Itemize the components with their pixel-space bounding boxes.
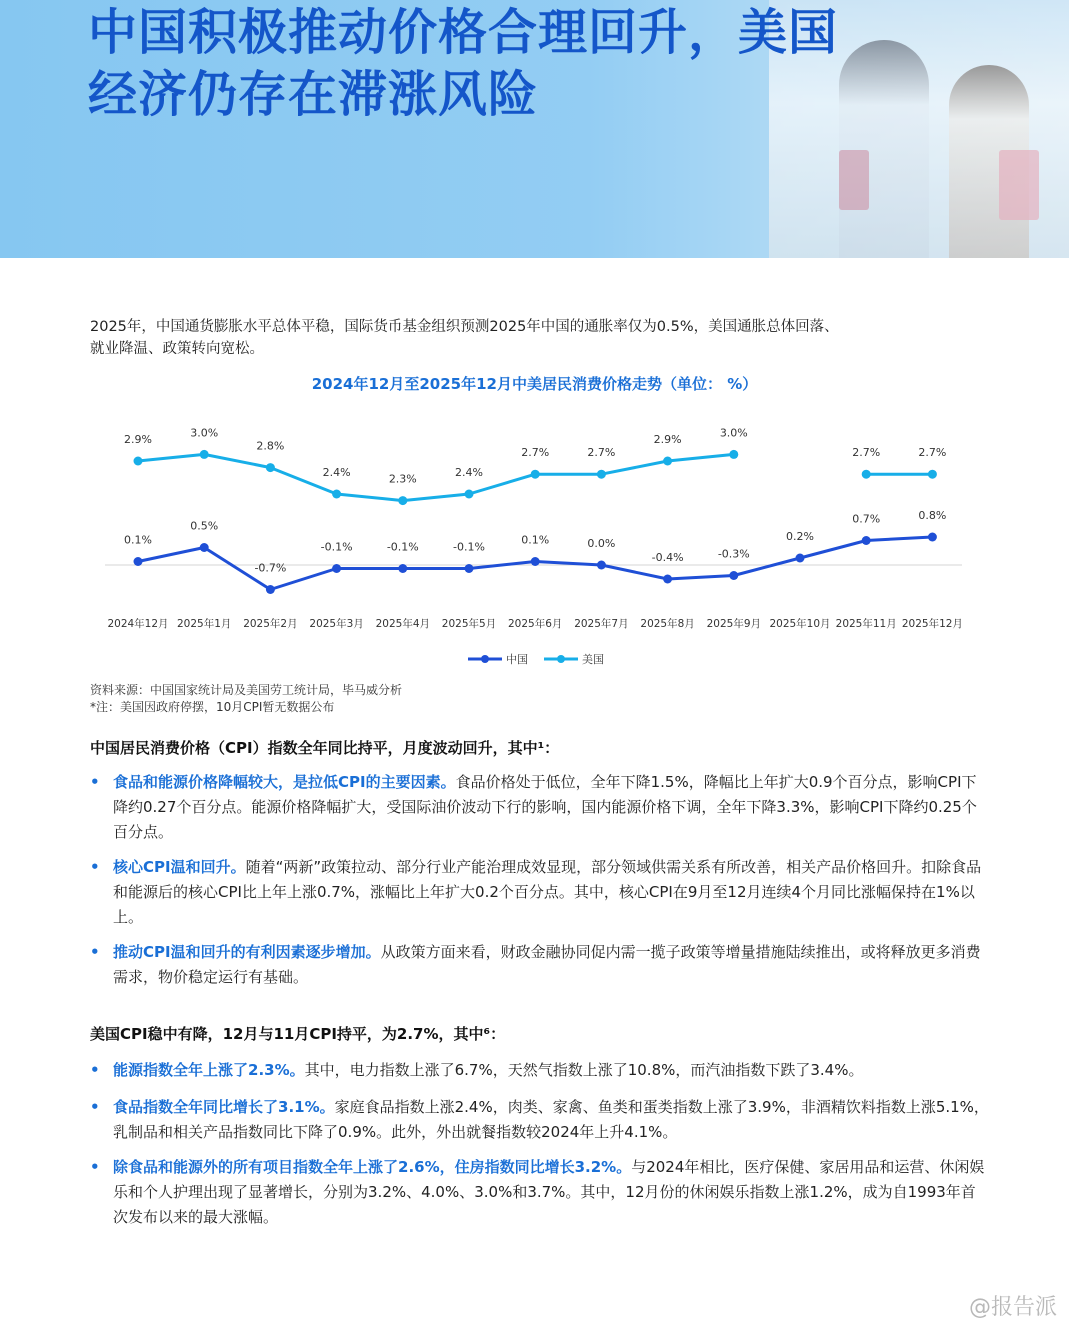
data-point [796,554,805,563]
bullet-text: 家庭食品指数上涨2.4%，肉类、家禽、鱼类和蛋类指数上涨了3.9%，非酒精饮料指数上涨5.1%，乳制品和相关产品指数同比下降了0.9%。此外，外出就餐指数较2024年上升4.1%。 [113,1098,989,1141]
data-point [862,536,871,545]
data-label: 2.9% [124,433,152,446]
bullet-highlight: 除食品和能源外的所有项目指数全年上涨了2.6%，住房指数同比增长3.2%。 [113,1158,632,1176]
page-title-line1: 中国积极推动价格合理回升，美国 [88,4,839,61]
data-label: 0.0% [587,537,616,550]
x-tick-label: 2025年6月 [507,618,563,630]
x-tick-label: 2025年3月 [309,618,364,630]
data-point [663,575,672,584]
data-label: 2.7% [587,446,616,460]
china-bullet-list [90,770,990,990]
x-tick-label: 2025年9月 [706,618,762,630]
intro-paragraph [90,316,990,360]
list-item [90,1095,990,1145]
bullet-highlight: 推动CPI温和回升的有利因素逐步增加。 [113,943,381,961]
legend-marker [481,655,489,663]
data-point [729,450,738,459]
data-label: 2.7% [521,446,550,460]
shopping-bag-icon [999,150,1039,220]
cpi-line-chart [0,400,1069,675]
data-label: 3.0% [719,426,748,440]
list-item [90,855,990,930]
banner-person-1 [839,40,929,258]
data-point [862,470,871,479]
data-point [597,561,606,570]
data-point [928,470,937,479]
bullet-highlight: 核心CPI温和回升。 [113,858,246,876]
series-line-us [138,454,734,500]
data-point [134,457,143,466]
us-bullet-list [90,1058,990,1230]
data-label: -0.7% [254,561,287,575]
x-tick-label: 2025年10月 [769,618,831,630]
data-label: 2.7% [852,446,881,460]
data-label: 3.0% [190,426,219,440]
list-item [90,770,990,845]
legend-marker [557,655,565,663]
shopping-bag-icon [839,150,869,210]
bullet-text: 随着“两新”政策拉动、部分行业产能治理成效显现，部分领域供需关系有所改善，相关产品价格回升。扣除食品和能源后的核心CPI比上年上涨0.7%，涨幅比上年扩大0.2个百分点。其中，核心CPI在9月至12月连续4个月同比涨幅保持在1%以上。 [113,858,982,926]
data-label: -0.3% [717,547,750,561]
data-label: 0.1% [124,533,152,547]
data-label: -0.1% [320,540,353,554]
bullet-icon: • [90,1061,100,1079]
data-point [134,557,143,566]
data-point [266,585,275,594]
data-point [597,470,606,479]
data-label: 0.2% [786,530,814,543]
bullet-highlight: 能源指数全年上涨了2.3%。 [113,1061,305,1079]
header-banner [0,0,1069,258]
data-point [398,496,407,505]
intro-line1: 2025年，中国通货膨胀水平总体平稳，国际货币基金组织预测2025年中国的通胀率仅为0.5%，美国通胀总体回落、 [90,319,839,335]
data-label: 0.1% [521,533,550,547]
data-point [465,564,474,573]
bullet-text: 食品价格处于低位，全年下降1.5%，降幅比上年扩大0.9个百分点，影响CPI下降约0.27个百分点。能源价格降幅扩大，受国际油价波动下行的影响，国内能源价格下调，全年下降3.3%，影响CPI下降约0.25个百分点。 [113,773,977,841]
x-tick-label: 2025年5月 [441,618,497,630]
bullet-icon: • [90,1098,100,1116]
x-tick-label: 2025年4月 [375,618,431,630]
x-tick-label: 2025年12月 [901,618,963,630]
bullet-text: 与2024年相比，医疗保健、家居用品和运营、休闲娱乐和个人护理出现了显著增长，分别为3.2%、4.0%、3.0%和3.7%。其中，12月份的休闲娱乐指数上涨1.2%，成为自1993年首次发布以来的最大涨幅。 [113,1158,985,1226]
section-heading-china: 中国居民消费价格（CPI）指数全年同比持平，月度波动回升，其中¹： [90,739,560,757]
legend-label: 中国 [506,653,528,666]
data-point [332,564,341,573]
data-point [531,557,540,566]
chart-notes [90,682,402,716]
data-label: 2.9% [653,433,682,446]
data-point [398,564,407,573]
data-label: -0.4% [651,551,684,564]
bullet-icon: • [90,1158,100,1176]
data-label: 0.8% [918,509,947,522]
data-point [663,457,672,466]
bullet-highlight: 食品和能源价格降幅较大，是拉低CPI的主要因素。 [113,773,456,791]
data-point [928,533,937,542]
x-tick-label: 2025年8月 [640,618,695,630]
data-label: 2.7% [918,446,947,460]
data-point [332,490,341,499]
bullet-icon: • [90,773,100,791]
list-item [90,940,990,990]
footnote: *注：美国因政府停摆，10月CPI暂无数据公布 [90,700,335,714]
data-label: 2.3% [388,472,417,486]
data-point [729,571,738,580]
bullet-text: 其中，电力指数上涨了6.7%，天然气指数上涨了10.8%，而汽油指数下跌了3.4%。 [304,1061,864,1079]
data-point [200,543,209,552]
data-point [531,470,540,479]
x-tick-label: 2024年12月 [107,618,169,630]
data-label: 0.7% [852,512,881,526]
bullet-highlight: 食品指数全年同比增长了3.1%。 [113,1098,335,1116]
page-title-line2: 经济仍存在滞涨风险 [88,66,539,123]
x-tick-label: 2025年7月 [574,618,629,630]
data-point [465,490,474,499]
intro-line2: 就业降温、政策转向宽松。 [90,341,264,357]
bullet-icon: • [90,943,100,961]
legend-label: 美国 [582,653,604,666]
x-tick-label: 2025年11月 [835,618,897,630]
x-tick-label: 2025年2月 [243,618,298,630]
bullet-text: 从政策方面来看，财政金融协同促内需一揽子政策等增量措施陆续推出，或将释放更多消费需求，物价稳定运行有基础。 [113,943,981,986]
bullet-icon: • [90,858,100,876]
data-point [266,463,275,472]
list-item [90,1155,990,1230]
x-tick-label: 2025年1月 [176,618,232,630]
data-label: 2.8% [256,439,285,453]
data-label: -0.1% [386,540,419,554]
page-title [88,2,838,126]
chart-title: 2024年12月至2025年12月中美居民消费价格走势（单位： %） [311,375,758,393]
data-label: 2.4% [455,466,483,479]
data-label: 0.5% [190,519,219,533]
list-item [90,1058,990,1083]
source-note: 资料来源：中国国家统计局及美国劳工统计局，毕马威分析 [90,683,403,697]
data-label: 2.4% [322,466,351,479]
section-heading-us: 美国CPI稳中有降，12月与11月CPI持平，为2.7%，其中⁶： [90,1025,506,1043]
data-label: -0.1% [453,540,485,554]
data-point [200,450,209,459]
watermark: @报告派 [968,1295,1057,1320]
